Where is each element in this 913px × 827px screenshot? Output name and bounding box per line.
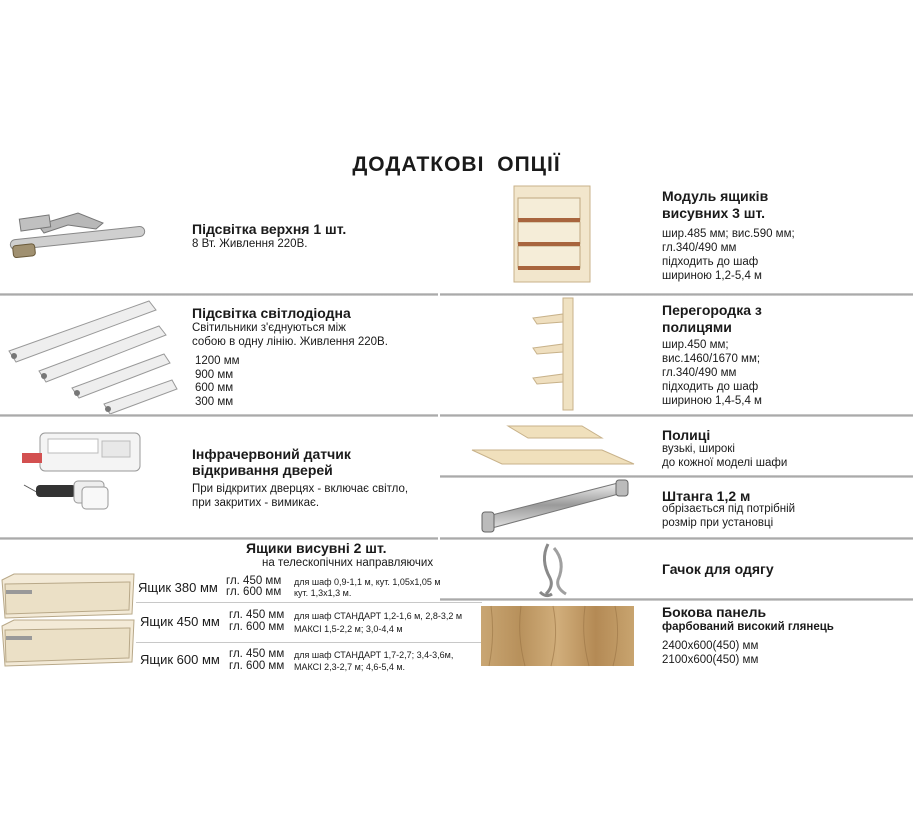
- divider: [440, 598, 913, 601]
- partition-desc-2: вис.1460/1670 мм;: [662, 353, 761, 365]
- drawer-row-1-depth-1: гл. 450 мм: [226, 575, 282, 587]
- row-divider: [136, 602, 482, 603]
- drawer-row-2-label: Ящик 450 мм: [140, 614, 220, 629]
- drawer-row-2-fit-2: МАКСІ 1,5-2,2 м; 3,0-4,4 м: [294, 624, 403, 634]
- led-size-2: 900 мм: [195, 369, 234, 381]
- drawer-row-3-depth-2: гл. 600 мм: [229, 660, 285, 672]
- divider: [440, 537, 913, 540]
- drawer-module-desc-4: шириною 1,2-5,4 м: [662, 270, 762, 282]
- drawer-module-desc-3: підходить до шаф: [662, 256, 759, 268]
- divider: [440, 293, 913, 296]
- shelves-title: Полиці: [662, 427, 711, 443]
- top-light-title: Підсвітка верхня 1 шт.: [192, 221, 347, 237]
- ir-sensor-title-2: відкривання дверей: [192, 462, 333, 478]
- partition-desc-5: шириною 1,4-5,4 м: [662, 395, 762, 407]
- row-divider: [136, 642, 482, 643]
- rod-desc-2: розмір при установці: [662, 517, 774, 529]
- side-panel-title: Бокова панель: [662, 604, 767, 620]
- drawer-module-desc-1: шир.485 мм; вис.590 мм;: [662, 228, 795, 240]
- drawer-row-3-depth-1: гл. 450 мм: [229, 648, 285, 660]
- drawer-row-3-fit-2: МАКСІ 2,3-2,7 м; 4,6-5,4 м.: [294, 662, 406, 672]
- side-panel-size-1: 2400х600(450) мм: [662, 640, 759, 652]
- drawer-row-2-depth-1: гл. 450 мм: [229, 609, 285, 621]
- led-light-desc-2: собою в одну лінію. Живлення 220В.: [192, 336, 388, 348]
- divider: [0, 414, 438, 417]
- partition-title-1: Перегородка з: [662, 302, 762, 318]
- hook-image: [536, 540, 576, 600]
- drawer-row-1-label: Ящик 380 мм: [138, 580, 218, 595]
- partition-desc-3: гл.340/490 мм: [662, 367, 737, 379]
- top-light-desc: 8 Вт. Живлення 220В.: [192, 238, 308, 250]
- drawers-subtitle: на телескопічних направляючих: [262, 557, 434, 569]
- drawer-row-1-depth-2: гл. 600 мм: [226, 586, 282, 598]
- side-panel-size-2: 2100х600(450) мм: [662, 654, 759, 666]
- rod-image: [482, 478, 632, 538]
- led-light-desc-1: Світильники з'єднуються між: [192, 322, 346, 334]
- led-size-4: 300 мм: [195, 396, 234, 408]
- divider: [440, 414, 913, 417]
- shelves-image: [472, 422, 637, 472]
- drawer-row-1-fit-1: для шаф 0,9-1,1 м, кут. 1,05х1,05 м: [294, 577, 441, 587]
- drawer-module-image: [514, 186, 594, 286]
- top-light-image: [8, 205, 148, 265]
- drawer-module-title-2: висувних 3 шт.: [662, 205, 765, 221]
- side-panel-subtitle: фарбований високий глянець: [662, 621, 834, 633]
- rod-title: Штанга 1,2 м: [662, 488, 751, 504]
- ir-sensor-desc-1: При відкритих дверцях - включає світло,: [192, 483, 409, 495]
- rod-desc-1: обрізається під потрібній: [662, 503, 796, 515]
- shelves-desc-2: до кожної моделі шафи: [662, 457, 788, 469]
- partition-desc-1: шир.450 мм;: [662, 339, 729, 351]
- drawer-row-3-label: Ящик 600 мм: [140, 652, 220, 667]
- drawers-title: Ящики висувні 2 шт.: [246, 540, 387, 556]
- partition-title-2: полицями: [662, 319, 732, 335]
- drawer-row-2-depth-2: гл. 600 мм: [229, 621, 285, 633]
- drawer-row-1-fit-2: кут. 1,3х1,3 м.: [294, 588, 352, 598]
- page-title: ДОДАТКОВІ ОПЦІЇ: [352, 153, 561, 176]
- ir-sensor-image: [22, 425, 162, 535]
- led-light-title: Підсвітка світлодіодна: [192, 305, 351, 321]
- led-size-3: 600 мм: [195, 382, 234, 394]
- drawers-image: [2, 570, 137, 680]
- shelves-desc-1: вузькі, широкі: [662, 443, 735, 455]
- partition-image: [533, 298, 583, 413]
- hook-title: Гачок для одягу: [662, 561, 774, 577]
- drawer-row-3-fit-1: для шаф СТАНДАРТ 1,7-2,7; 3,4-3,6м,: [294, 650, 454, 660]
- led-light-image: [4, 296, 174, 416]
- drawer-row-2-fit-1: для шаф СТАНДАРТ 1,2-1,6 м, 2,8-3,2 м: [294, 611, 463, 621]
- drawer-module-title-1: Модуль ящиків: [662, 188, 769, 204]
- partition-desc-4: підходить до шаф: [662, 381, 759, 393]
- ir-sensor-title-1: Інфрачервоний датчик: [192, 446, 351, 462]
- led-size-1: 1200 мм: [195, 355, 240, 367]
- ir-sensor-desc-2: при закритих - вимикає.: [192, 497, 320, 509]
- side-panel-image: [481, 606, 634, 666]
- drawer-module-desc-2: гл.340/490 мм: [662, 242, 737, 254]
